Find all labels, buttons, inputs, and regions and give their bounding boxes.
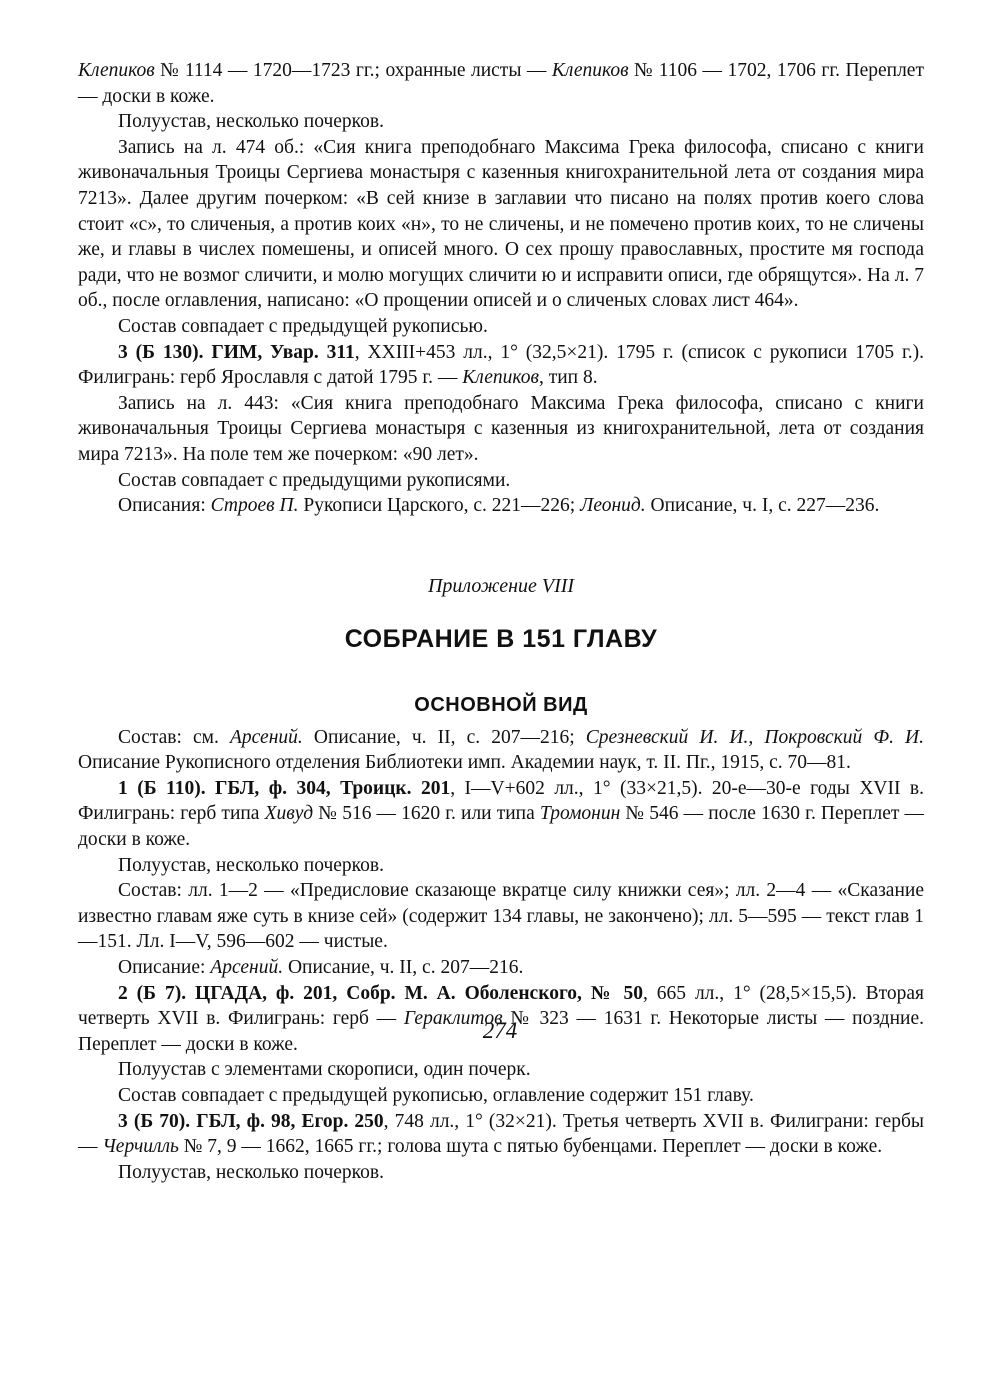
paragraph xyxy=(78,58,924,109)
appendix-label: Приложение VIII xyxy=(427,574,575,597)
paragraph xyxy=(78,725,924,776)
bold-run: 3 (Б 70). ГБЛ, ф. 98, Егор. 250 xyxy=(118,1110,384,1132)
text-run: № 1114 — 1720—1723 гг.; охранные листы — xyxy=(154,60,552,81)
italic-run: Хивуд xyxy=(264,803,314,825)
paragraph xyxy=(78,853,924,879)
text-run: Полуустав, несколько почерков. xyxy=(118,111,384,133)
italic-run: Гераклитов xyxy=(403,1008,503,1030)
text-run: № 546 — после 1630 г. Переплет — доски в коже. xyxy=(78,803,925,851)
text-run: Запись на л. 443: «Сия книга преподобнаго Максима Грека философа, списано с книги живоначальныя Троицы Сергиева монастыря с казенныя из книгохранительной, лета от создания мира 7213». На поле тем же почерком: «90 лет». xyxy=(78,392,924,465)
text-run: № 1106 — 1702, 1706 гг. Переплет — доски в коже. xyxy=(78,60,924,107)
text-run: Состав совпадает с предыдущей рукописью, оглавление содержит 151 главу. xyxy=(118,1085,754,1106)
paragraph xyxy=(78,391,924,468)
text-run: Описание Рукописного отделения Библиотеки имп. Академии наук, т. II. Пг., 1915, с. 70—81. xyxy=(78,752,851,774)
text-run: Состав совпадает с предыдущей рукописью. xyxy=(118,315,488,337)
paragraph xyxy=(78,1057,924,1083)
text-run: Полуустав, несколько почерков. xyxy=(118,1161,384,1183)
text-run: № 323 — 1631 г. Некоторые листы — поздние. Переплет — доски в коже. xyxy=(78,1008,924,1055)
subsection-title: ОСНОВНОЙ ВИД xyxy=(414,693,588,716)
italic-run: Срезневский И. И., Покровский Ф. И. xyxy=(585,726,924,748)
bold-run: 1 (Б 110). ГБЛ, ф. 304, Троицк. 201 xyxy=(118,777,451,799)
italic-run: Тромонин xyxy=(539,803,621,825)
paragraph xyxy=(78,468,924,494)
text-run: Полуустав с элементами скорописи, один почерк. xyxy=(118,1059,531,1081)
section-title: СОБРАНИЕ В 151 ГЛАВУ xyxy=(344,624,658,653)
paragraph xyxy=(78,109,924,135)
text-run: Запись на л. 474 об.: «Сия книга преподобнаго Максима Грека философа, списано с книги живоначальныя Троицы Сергиева монастыря с казенныя книгохранительной лета от создания мира 7213». Далее другим почерком: «В сей книзе в заглавии что писано на полях против коего слова стоит «с», то сличеныя, а против коих «н», то не сличены, и не помечено против коих, то не сличены же, и главы в числех помешены, и описей много. О сех прошу православных, простите мя господа ради, что не возмог сличити, и молю могущих сличити ю и исправити описи, где обрящутся». На л. 7 об., после оглавления, написано: «О прощении описей и о сличеных словах лист 464». xyxy=(78,136,924,312)
text-run: № 7, 9 — 1662, 1665 гг.; голова шута с пятью бубенцами. Переплет — доски в коже. xyxy=(178,1136,883,1158)
paragraph xyxy=(78,1160,924,1186)
page-body xyxy=(78,58,924,1185)
italic-run: Черчилль xyxy=(102,1136,179,1158)
text-run: Состав: см. xyxy=(118,726,230,748)
text-run: Состав: лл. 1—2 — «Предисловие сказающе вкратце силу книжки сея»; лл. 2—4 — «Сказание известно главам яже суть в книзе сей» (содержит 134 главы, не закончено); лл. 5—595 — текст глав 1—151. Лл. I—V, 596—602 — чистые. xyxy=(78,880,924,953)
paragraph xyxy=(78,878,924,955)
text-run: Рукописи Царского, с. 221—226; xyxy=(298,495,581,517)
page-number: 274 xyxy=(482,1018,518,1043)
italic-run: Клепиков xyxy=(462,367,539,389)
text-run: , I—V+602 лл., 1° (33×21,5). 20-е—30-е годы XVII в. Филигрань: герб типа xyxy=(78,777,925,825)
text-run: , XXIII+453 лл., 1° (32,5×21). 1795 г. (список с рукописи 1705 г.). Филигрань: герб Ярославля с датой 1795 г. — xyxy=(78,341,924,389)
text-run: Состав совпадает с предыдущими рукописями. xyxy=(118,469,511,491)
text-run: № 516 — 1620 г. или типа xyxy=(313,803,540,825)
text-run: , тип 8. xyxy=(538,367,598,389)
paragraph xyxy=(78,314,924,340)
bold-run: 3 (Б 130). ГИМ, Увар. 311 xyxy=(118,341,355,363)
text-run: Полуустав, несколько почерков. xyxy=(118,854,384,876)
paragraph xyxy=(78,1109,924,1160)
paragraph xyxy=(78,340,924,391)
text-section-top xyxy=(78,58,924,519)
paragraph xyxy=(78,776,924,853)
paragraph xyxy=(78,1083,924,1109)
text-run: , 665 лл., 1° (28,5×15,5). Вторая четверть XVII в. Филигрань: герб — xyxy=(78,982,924,1030)
paragraph xyxy=(78,493,924,519)
text-run: Описание, ч. II, с. 207—216; xyxy=(302,726,586,748)
italic-run: Клепиков xyxy=(551,60,629,81)
italic-run: Арсений. xyxy=(210,957,284,979)
italic-run: Клепиков xyxy=(78,60,155,81)
paragraph xyxy=(78,955,924,981)
text-run: Описание, ч. II, с. 207—216. xyxy=(283,957,524,979)
text-run: Описание, ч. I, с. 227—236. xyxy=(645,495,880,517)
paragraph xyxy=(78,135,924,314)
text-run: , 748 лл., 1° (32×21). Третья четверть XVII в. Филиграни: гербы — xyxy=(78,1110,924,1158)
text-run: Описания: xyxy=(118,495,211,517)
bold-run: 2 (Б 7). ЦГАДА, ф. 201, Собр. М. А. Оболенского, № 50 xyxy=(118,982,643,1004)
text-section-bottom xyxy=(78,725,924,1186)
italic-run: Строев П. xyxy=(210,495,299,517)
italic-run: Леонид. xyxy=(580,495,646,517)
text-run: Описание: xyxy=(118,957,211,979)
italic-run: Арсений. xyxy=(230,726,303,748)
